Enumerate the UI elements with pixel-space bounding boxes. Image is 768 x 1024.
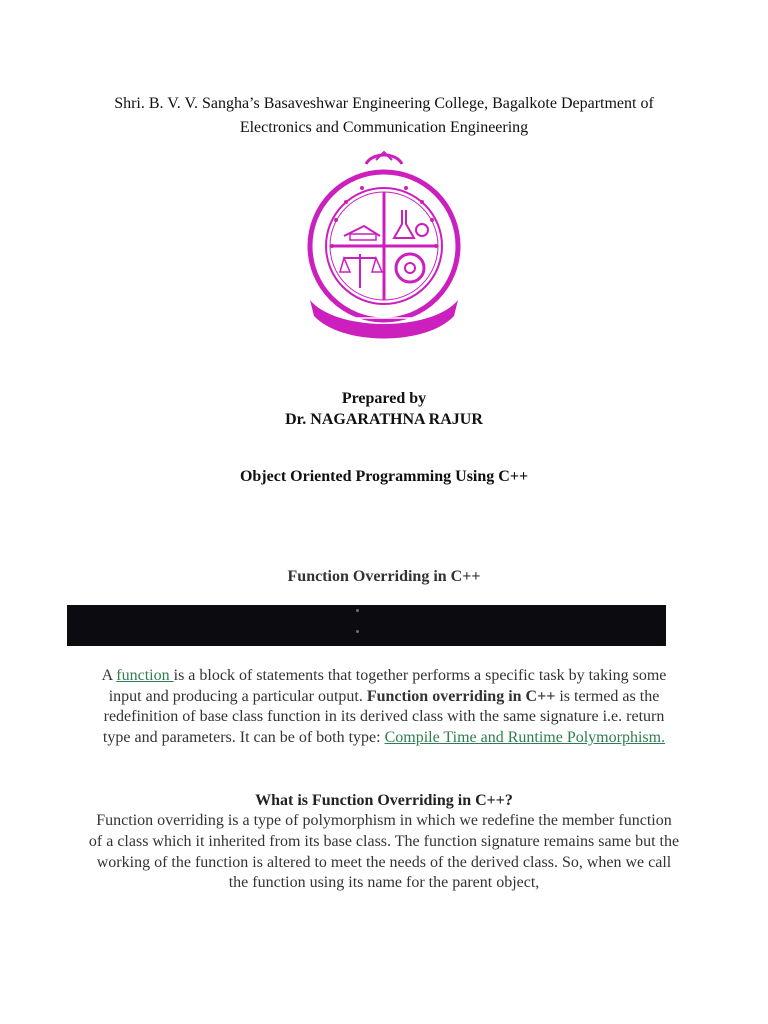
function-link[interactable]: function (116, 667, 174, 684)
college-seal-icon (306, 150, 462, 340)
intro-text-2: is termed as the redefinition of base class function in its derived class with the same signature i.e. return type and parameters. It can be of both type: (102, 687, 665, 746)
prepared-by-block (0, 388, 768, 430)
bar-dot (356, 609, 359, 612)
course-title: Object Oriented Programming Using C++ (239, 468, 529, 485)
intro-prefix: A (101, 667, 117, 684)
intro-paragraph (88, 666, 680, 748)
prepared-by-label: Prepared by (341, 390, 427, 407)
bar-dot (356, 630, 359, 633)
question-heading: What is Function Overriding in C++? (255, 792, 513, 809)
author-name: Dr. NAGARATHNA RAJUR (285, 411, 483, 428)
polymorphism-link[interactable]: Compile Time and Runtime Polymorphism. (384, 728, 666, 746)
college-header: Shri. B. V. V. Sangha’s Basaveshwar Engineering College, Bagalkote Department of Electronics and Communication Engineering (114, 95, 654, 136)
question-body: Function overriding is a type of polymorphism in which we redefine the member function of a class which it inherited from its base class. The function signature remains same but the working of the function is altered to meet the needs of the derived class. So, when we call the function using its name for the parent object, (88, 812, 680, 892)
college-seal-logo (306, 150, 462, 340)
section-title: Function Overriding in C++ (287, 568, 481, 585)
embedded-media-bar (67, 605, 666, 646)
bold-term: Function overriding in C++ (366, 687, 556, 705)
intro-text-1: is a block of statements that together performs a specific task by taking some input and producing a particular output. (108, 667, 667, 705)
